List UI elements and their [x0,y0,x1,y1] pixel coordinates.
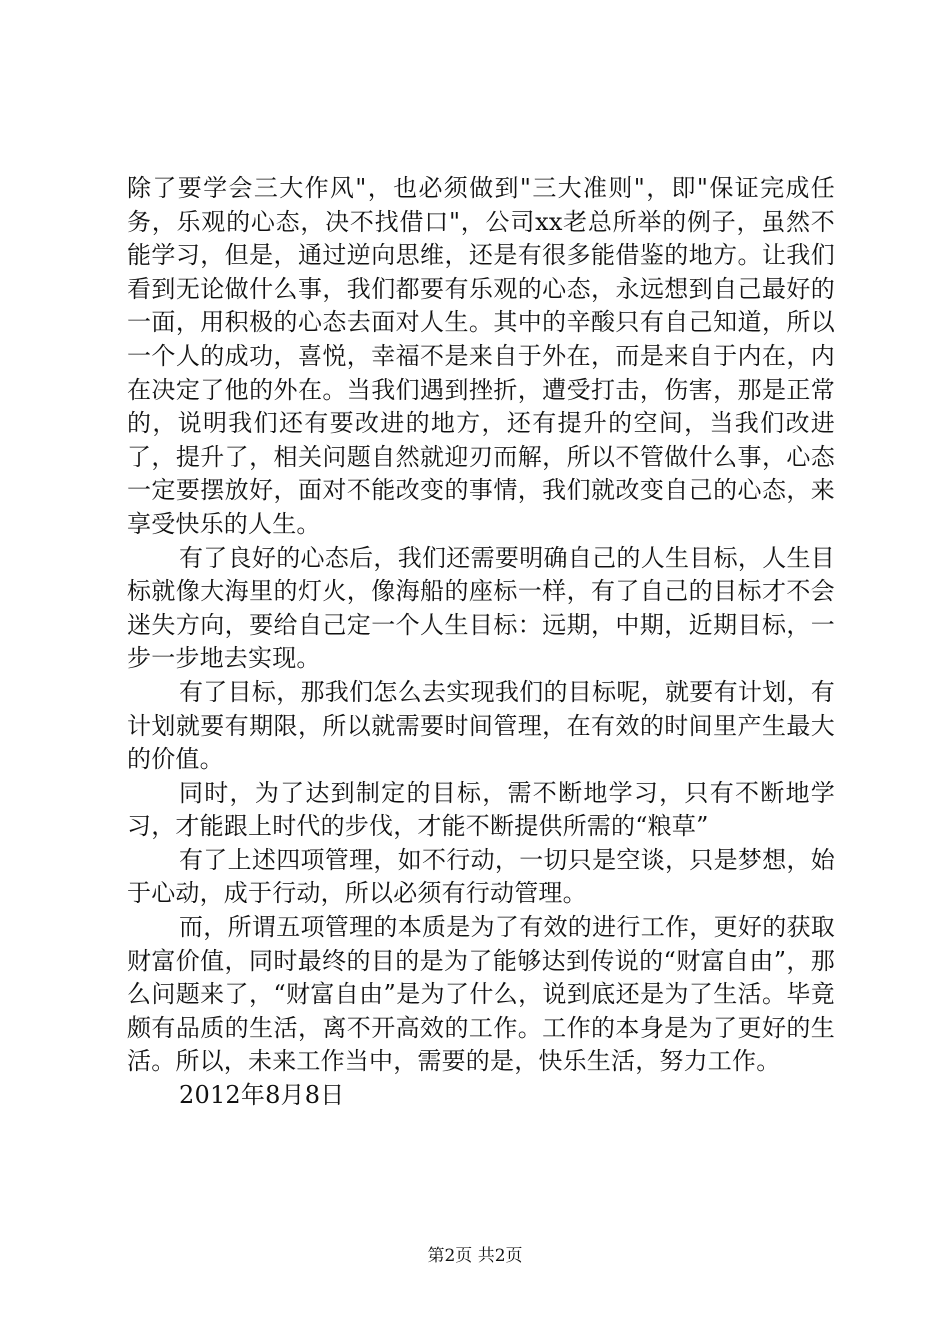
paragraph-4: 同时，为了达到制定的目标，需不断地学习，只有不断地学习，才能跟上时代的步伐，才能不断提供所需的“粮草” [127,778,835,841]
paragraph-5: 有了上述四项管理，如不行动，一切只是空谈，只是梦想，始于心动，成于行动，所以必须有行动管理。 [127,845,835,908]
document-body [127,172,835,1113]
paragraph-2: 有了良好的心态后，我们还需要明确自己的人生目标，人生目标就像大海里的灯火，像海船的座标一样，有了自己的目标才不会迷失方向，要给自己定一个人生目标：远期，中期，近期目标，一步一步地去实现。 [127,543,835,673]
paragraph-6: 而，所谓五项管理的本质是为了有效的进行工作，更好的获取财富价值，同时最终的目的是为了能够达到传说的“财富自由”，那么问题来了，“财富自由”是为了什么，说到底还是为了生活。毕竟颇有品质的生活，离不开高效的工作。工作的本身是为了更好的生活。所以，未来工作当中，需要的是，快乐生活，努力工作。 [127,913,835,1076]
page-footer: 第2页 共2页 [427,1246,523,1266]
document-date: 2012年8月8日 [179,1081,345,1110]
paragraph-1: 除了要学会三大作风"，也必须做到"三大准则"，即"保证完成任务，乐观的心态，决不找借口"，公司xx老总所举的例子，虽然不能学习，但是，通过逆向思维，还是有很多能借鉴的地方。让我们看到无论做什么事，我们都要有乐观的心态，永远想到自己最好的一面，用积极的心态去面对人生。其中的辛酸只有自己知道，所以一个人的成功，喜悦，幸福不是来自于外在，而是来自于内在，内在决定了他的外在。当我们遇到挫折，遭受打击，伤害，那是正常的，说明我们还有要改进的地方，还有提升的空间，当我们改进了，提升了，相关问题自然就迎刃而解，所以不管做什么事，心态一定要摆放好，面对不能改变的事情，我们就改变自己的心态，来享受快乐的人生。 [127,174,835,538]
paragraph-3: 有了目标，那我们怎么去实现我们的目标呢，就要有计划，有计划就要有期限，所以就需要时间管理，在有效的时间里产生最大的价值。 [127,677,835,774]
